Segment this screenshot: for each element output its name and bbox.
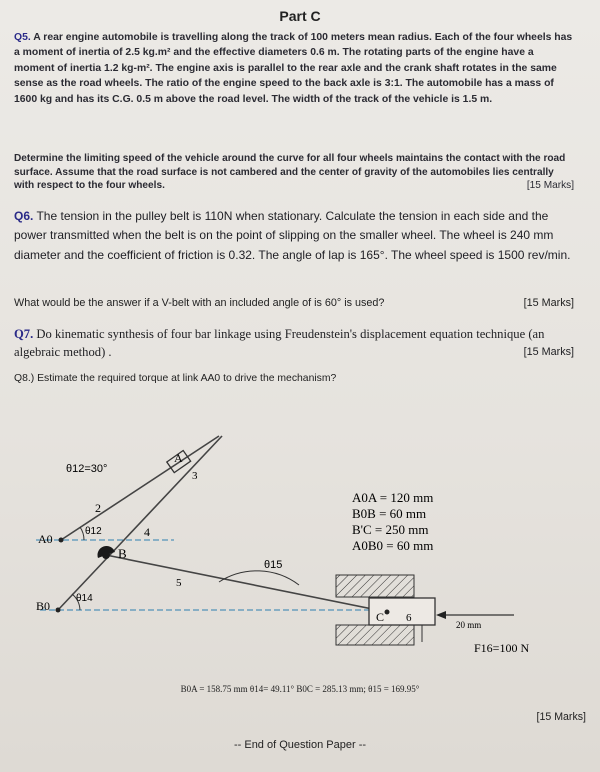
pivot-c [385, 610, 390, 615]
q6-marks: [15 Marks] [523, 297, 574, 309]
end-of-paper: -- End of Question Paper -- [233, 739, 367, 751]
dim-b0b: B0B = 60 mm [352, 506, 427, 521]
point-c-label: C [376, 610, 385, 624]
q5-number: Q5. [14, 32, 31, 43]
q7-text: Do kinematic synthesis of four bar linkage using Freudenstein's displacement equation technique (an algebraic method) . [14, 327, 545, 359]
link-3-label: 3 [192, 470, 198, 482]
q8-text: Estimate the required torque at link AA0 to drive the mechanism? [37, 373, 337, 384]
theta15-arc [219, 571, 299, 585]
q8-number: Q8.) [14, 373, 35, 384]
link-2-line [61, 436, 219, 540]
theta12-arc [80, 527, 84, 540]
q5-marks: [15 Marks] [526, 180, 574, 192]
theta15-label: θ15 [264, 559, 283, 571]
offset-label: 20 mm [456, 620, 482, 630]
q6-task: What would be the answer if a V-belt with an included angle of is 60° is used? [14, 297, 385, 309]
mechanism-diagram [14, 400, 584, 700]
q5-text: A rear engine automobile is travelling along the track of 100 meters mean radius. Each of the four wheels has a moment of inertia of 2.5 kg.m² and the effective diameters 0.6 m. The rotating parts of the engine have a moment of inertia 1.2 kg-m². The engine axis is parallel to the rear axle and the crank shaft rotates in the same sense as the road wheels. The ratio of the engine speed to the back axle is 3:1. The automobile has a mass of 1600 kg and has its C.G. 0.5 m above the road level. The width of the track of the vehicle is 1.5 m. [14, 32, 573, 105]
upper-guide-hatched [336, 575, 414, 597]
question-8 [14, 372, 574, 386]
results-line: B0A = 158.75 mm θ14= 49.11° B0C = 285.13 mm; θ15 = 169.95° [180, 684, 420, 694]
theta14-label: θ14 [76, 593, 93, 604]
question-5 [14, 30, 574, 107]
q8-marks: [15 Marks] [536, 711, 586, 723]
q7-marks: [15 Marks] [523, 346, 574, 358]
q6-number: Q6. [14, 209, 34, 223]
pivot-a0 [59, 538, 64, 543]
point-a-label: A [174, 451, 183, 465]
question-7 [14, 325, 574, 361]
q5-task: Determine the limiting speed of the vehicle around the curve for all four wheels maintains the contact with the road surface. Assume that the road surface is not cambered and the center of gravity of the automobiles lies centrally with respect to the four wheels. [14, 153, 566, 192]
force-label: F16=100 N [474, 641, 530, 655]
link-6-label: 6 [406, 612, 412, 624]
point-b0-label: B0 [36, 599, 51, 613]
dim-a0b0: A0B0 = 60 mm [352, 538, 434, 553]
lower-guide-hatched [336, 625, 414, 645]
point-b-label: B [118, 546, 127, 561]
question-6 [14, 207, 574, 265]
question-5-task [14, 152, 574, 193]
link-4-label: 4 [144, 525, 150, 539]
question-6-task [14, 295, 574, 311]
point-a0-label: A0 [38, 532, 53, 546]
dim-a0a: A0A = 120 mm [352, 490, 434, 505]
pivot-b0 [56, 608, 61, 613]
pivot-b-circle [102, 551, 110, 559]
q7-number: Q7. [14, 327, 34, 341]
link-2-label: 2 [95, 501, 101, 515]
part-title: Part C [279, 8, 321, 24]
link-5-label: 5 [176, 577, 182, 589]
theta12-value-label: θ12=30° [66, 463, 108, 475]
force-arrowhead [436, 611, 446, 619]
q6-text: The tension in the pulley belt is 110N when stationary. Calculate the tension in each side and the power transmitted when the belt is on the point of slipping on the smaller wheel. The wheel is 240 mm diameter and the coefficient of friction is 0.32. The angle of lap is 165°. The wheel speed is 1500 rev/min. [14, 209, 571, 262]
theta12-label: θ12 [85, 526, 102, 537]
dim-bc: B'C = 250 mm [352, 522, 429, 537]
